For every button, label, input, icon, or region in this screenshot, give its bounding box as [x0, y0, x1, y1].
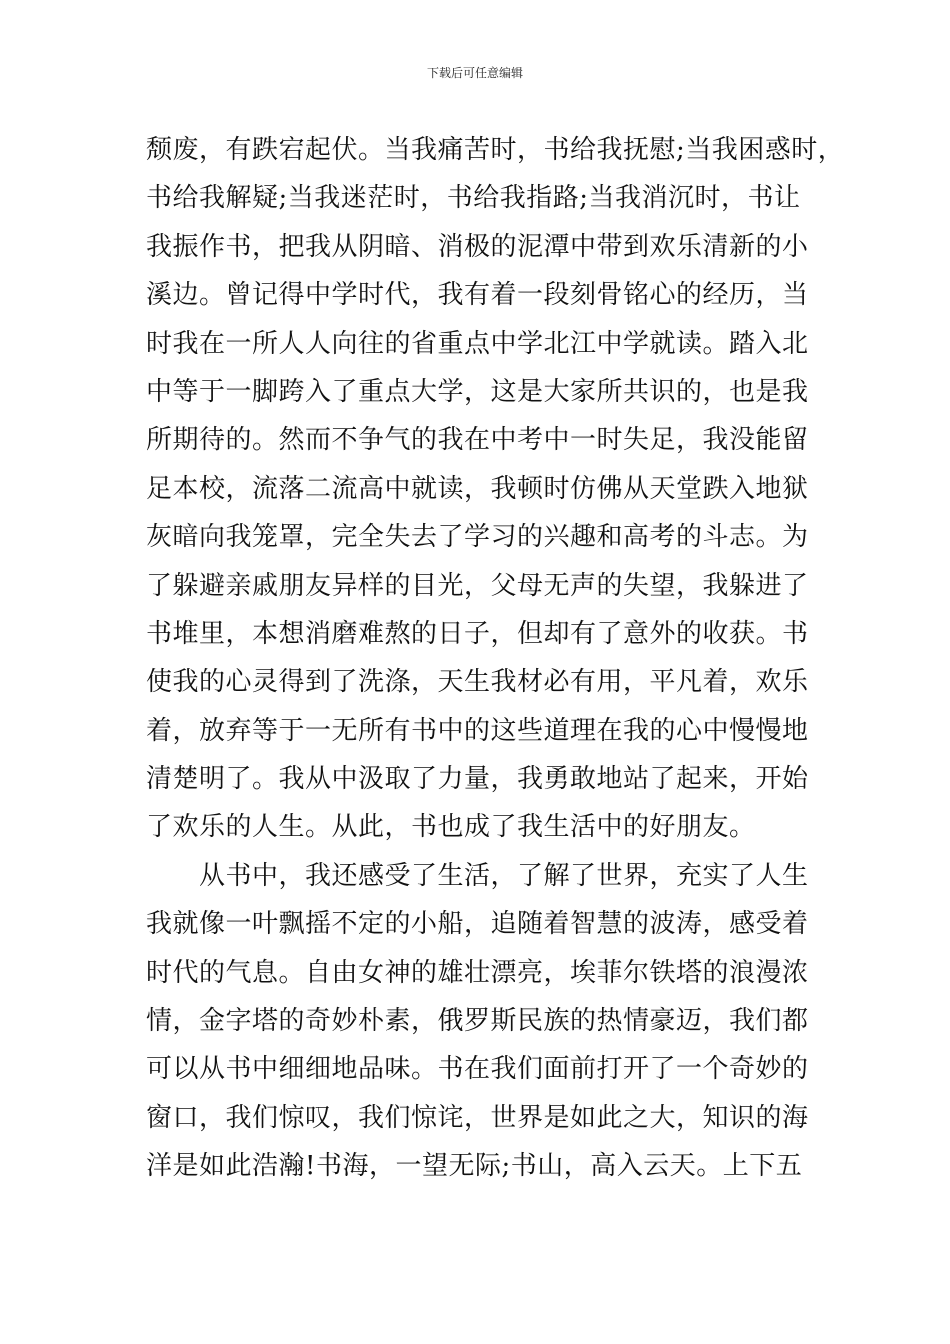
text-line: 我振作书，把我从阴暗、消极的泥潭中带到欢乐清新的小: [146, 231, 809, 262]
body-text: [146, 126, 845, 1191]
text-line: 情，金字塔的奇妙朴素，俄罗斯民族的热情豪迈，我们都: [146, 1006, 809, 1037]
text-line: 时我在一所人人向往的省重点中学北江中学就读。踏入北: [146, 328, 809, 359]
text-line: 溪边。曾记得中学时代，我有着一段刻骨铭心的经历，当: [146, 280, 809, 311]
text-line: 我就像一叶飘摇不定的小船，追随着智慧的波涛，感受着: [146, 909, 809, 940]
text-line: 了躲避亲戚朋友异样的目光，父母无声的失望，我躲进了: [146, 570, 809, 601]
text-line: 使我的心灵得到了洗涤，天生我材必有用，平凡着，欢乐: [146, 667, 809, 698]
text-line: 中等于一脚跨入了重点大学，这是大家所共识的，也是我: [146, 376, 809, 407]
text-line: 足本校，流落二流高中就读，我顿时仿佛从天堂跌入地狱: [146, 473, 809, 504]
text-line: 书堆里，本想消磨难熬的日子，但却有了意外的收获。书: [146, 618, 809, 649]
text-line: 书给我解疑;当我迷茫时，书给我指路;当我消沉时，书让: [146, 183, 801, 214]
text-line: 时代的气息。自由女神的雄壮漂亮，埃菲尔铁塔的浪漫浓: [146, 957, 809, 988]
text-line: 了欢乐的人生。从此，书也成了我生活中的好朋友。: [146, 812, 756, 843]
text-line: 所期待的。然而不争气的我在中考中一时失足，我没能留: [146, 425, 809, 456]
text-line: 灰暗向我笼罩，完全失去了学习的兴趣和高考的斗志。为: [146, 522, 809, 553]
text-line: 着，放弃等于一无所有书中的这些道理在我的心中慢慢地: [146, 715, 809, 746]
page-header: 下载后可任意编辑: [426, 66, 523, 80]
text-line: 窗口，我们惊叹，我们惊诧，世界是如此之大，知识的海: [146, 1102, 809, 1133]
text-line: 可以从书中细细地品味。书在我们面前打开了一个奇妙的: [146, 1054, 809, 1085]
text-line: 清楚明了。我从中汲取了力量，我勇敢地站了起来，开始: [146, 764, 809, 795]
text-line: 洋是如此浩瀚!书海，一望无际;书山，高入云天。上下五: [146, 1151, 803, 1182]
paragraph-start-line: 从书中，我还感受了生活，了解了世界，充实了人生: [146, 860, 809, 891]
text-line: 颓废，有跌宕起伏。当我痛苦时，书给我抚慰;当我困惑时，: [146, 135, 845, 165]
